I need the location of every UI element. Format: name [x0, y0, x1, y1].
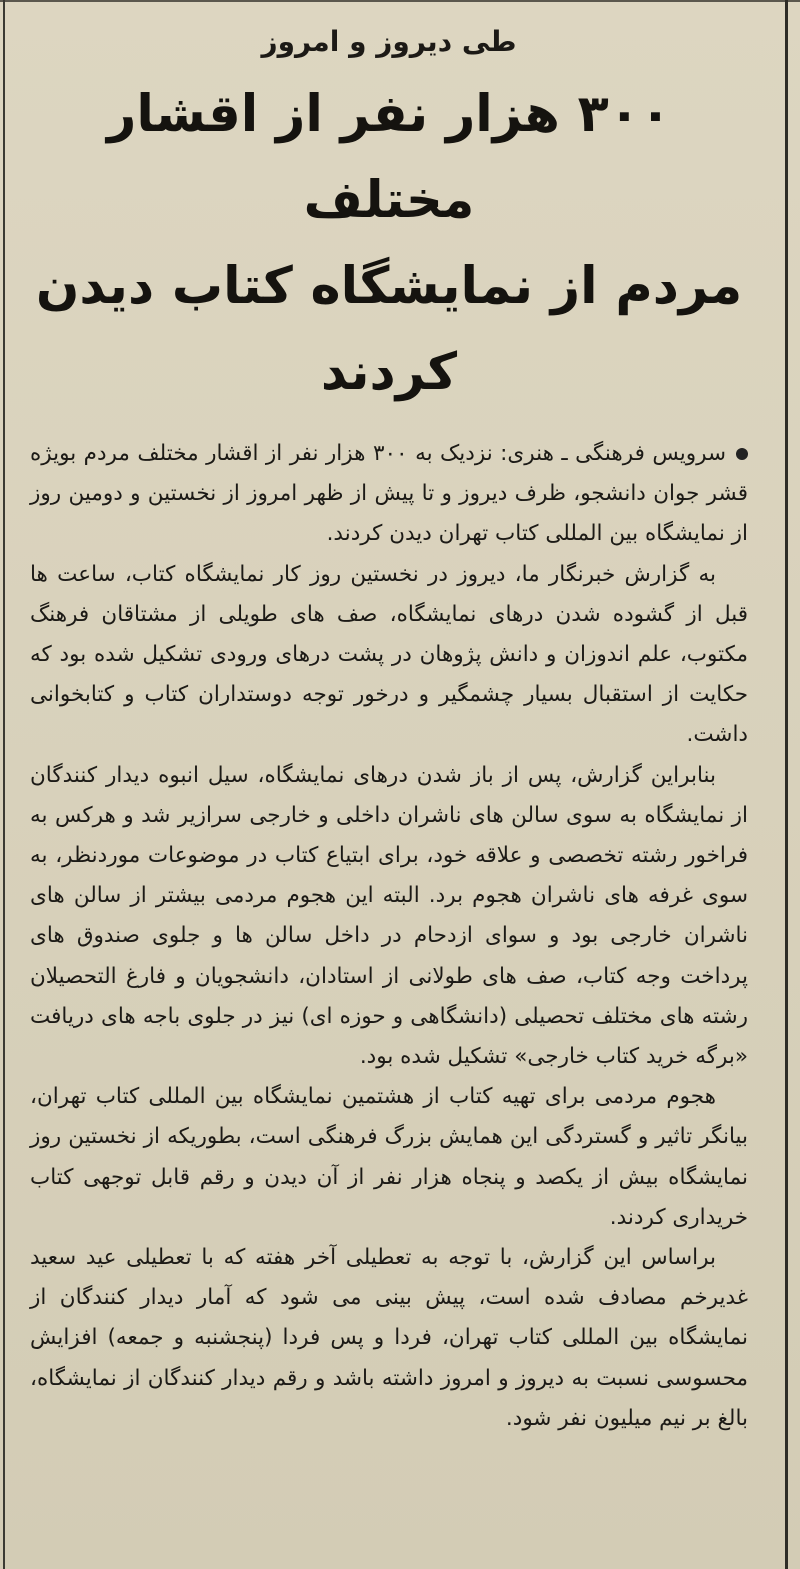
- top-edge-rule: [0, 0, 800, 2]
- bullet-dot-icon: [736, 448, 748, 460]
- body-paragraph-4: هجوم مردمی برای تهیه کتاب از هشتمین نمایشگاه بین المللی کتاب تهران، بیانگر تاثیر و گستردگی این همایش بزرگ فرهنگی است، بطوریکه از نخستین روز نمایشگاه بیش از یکصد و پنجاه هزار نفر از آن دیدن و رقم قابل توجهی کتاب خریداری کردند.: [30, 1084, 748, 1230]
- article-body: [30, 434, 748, 1439]
- body-paragraph-2: به گزارش خبرنگار ما، دیروز در نخستین روز کار نمایشگاه کتاب، ساعت ها قبل از گشوده شدن درهای نمایشگاه، صف های طویلی از مشتاقان فرهنگ مکتوب، علم اندوزان و دانش پژوهان در پشت درهای ورودی تشکیل شده بود که حکایت از استقبال بسیار چشمگیر و درخور توجه دوستداران کتاب و کتابخوانی داشت.: [30, 561, 748, 748]
- headline-line-3: کردند: [320, 343, 458, 402]
- article-headline: [30, 72, 748, 416]
- paragraph-text: سرویس فرهنگی ـ هنری: نزدیک به ۳۰۰ هزار نفر از اقشار مختلف مردم بویژه قشر جوان دانشجو، ظرف دیروز و تا پیش از ظهر امروز از نخستین و دومین روز از نمایشگاه بین المللی کتاب تهران دیدن کردند.: [30, 441, 748, 547]
- headline-line-2: مردم از نمایشگاه کتاب دیدن: [35, 257, 743, 316]
- body-paragraph-1: [30, 434, 748, 555]
- article-kicker: طی دیروز و امروز: [261, 25, 517, 58]
- left-column-rule: [3, 0, 5, 1569]
- body-paragraph-5: براساس این گزارش، با توجه به تعطیلی آخر هفته که با تعطیلی عید سعید غدیرخم مصادف شده است، پیش بینی می شود که آمار دیدار کنندگان از نمایشگاه بین المللی کتاب تهران، فردا و پس فردا (پنجشنبه و جمعه) افزایش محسوسی نسبت به دیروز و امروز داشته باشد و رقم دیدار کنندگان از نمایشگاه، بالغ بر نیم میلیون نفر شود.: [30, 1245, 748, 1431]
- right-column-rule: [785, 0, 788, 1569]
- news-article: [30, 12, 748, 1439]
- headline-line-1: ۳۰۰ هزار نفر از اقشار مختلف: [106, 85, 672, 230]
- body-paragraph-3: بنابراین گزارش، پس از باز شدن درهای نمایشگاه، سیل انبوه دیدار کنندگان از نمایشگاه به سوی سالن های ناشران داخلی و خارجی سرازیر شد و هرکس به فراخور رشته تخصصی و علاقه خود، برای ابتیاع کتاب در موضوعات موردنظر، به سوی غرفه های ناشران هجوم برد. البته این هجوم مردمی بیشتر از سالن های ناشران خارجی بود و سوای ازدحام در داخل سالن ها و جلوی صندوق های پرداخت وجه کتاب، صف های طولانی از استادان، دانشجویان و فارغ التحصیلان رشته های مختلف تحصیلی (دانشگاهی و حوزه ای) نیز در جلوی باجه های دریافت «برگه خرید کتاب خارجی» تشکیل شده بود.: [30, 762, 748, 1070]
